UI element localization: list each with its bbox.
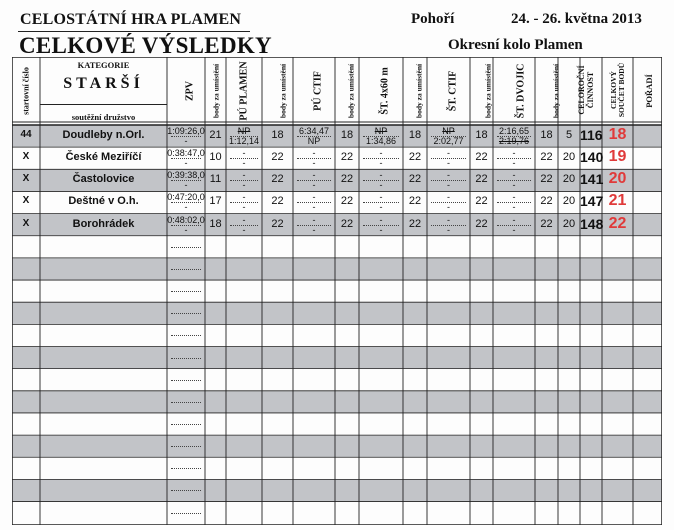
time-divider <box>297 202 331 203</box>
st-ctif-points: 22 <box>475 217 488 230</box>
rank: 21 <box>608 192 627 210</box>
col-header-zpv: ZPV <box>184 81 196 101</box>
pu-ctif-time-first: - <box>312 148 316 159</box>
start-number: X <box>22 195 30 207</box>
zpv-time-second: - <box>184 180 188 191</box>
pu-ctif-time-second: - <box>312 202 316 213</box>
pu-plamen-points: 22 <box>271 173 284 186</box>
time-divider <box>363 180 399 181</box>
time-divider <box>297 136 331 137</box>
time-divider <box>171 446 201 447</box>
celorocni-points: 20 <box>562 173 576 186</box>
st-4x60-time-second: - <box>379 202 383 213</box>
time-divider <box>171 158 201 159</box>
st-ctif-time-second: 2:02,77 <box>433 136 464 146</box>
zpv-time-first: 0:48:02,0 <box>167 214 205 225</box>
team-name: České Meziříčí <box>65 151 142 164</box>
time-divider <box>171 313 201 314</box>
zpv-points: 10 <box>209 151 222 164</box>
st-ctif-time-second: - <box>447 202 450 213</box>
pu-ctif-points: 22 <box>340 195 354 208</box>
time-divider <box>171 291 201 292</box>
total-points: 147 <box>580 193 604 210</box>
pu-ctif-time-second: - <box>312 180 316 191</box>
st-4x60-time-first: - <box>379 170 383 181</box>
st-ctif-time-first: - <box>447 192 450 203</box>
results-table <box>12 57 662 525</box>
time-divider <box>171 468 201 469</box>
time-divider <box>171 335 201 336</box>
st-dvojic-time-second: - <box>512 158 516 169</box>
st-dvojic-time-first: - <box>512 192 516 203</box>
pu-plamen-time-second: - <box>242 202 246 213</box>
zpv-time-second: - <box>184 136 188 146</box>
st-ctif-points: 22 <box>475 195 488 208</box>
total-points: 140 <box>580 149 604 166</box>
col-header-st-dvojic: ŠT. DVOJIC <box>515 63 527 119</box>
row-shade <box>12 258 662 280</box>
pu-ctif-time-second: - <box>312 224 316 235</box>
st-ctif-time-second: - <box>447 158 450 169</box>
zpv-time-first: 0:39:38,0 <box>167 170 205 181</box>
team-name: Častolovice <box>72 173 135 186</box>
st-ctif-points: 22 <box>475 173 488 186</box>
st-4x60-time-first: NP <box>374 126 388 136</box>
time-divider <box>363 225 399 226</box>
col-header-st-ctif: ŠT. CTIF <box>447 70 459 112</box>
zpv-points: 21 <box>209 129 222 141</box>
pu-ctif-points: 18 <box>340 129 354 141</box>
st-dvojic-points: 22 <box>540 173 553 186</box>
zpv-points: 18 <box>209 217 222 230</box>
event-location: Pohoří <box>411 11 455 27</box>
pu-plamen-time-first: - <box>242 192 246 203</box>
time-divider <box>230 136 258 137</box>
time-divider <box>431 225 466 226</box>
st-dvojic-time-first: - <box>512 214 516 225</box>
pu-ctif-time-second: - <box>312 158 316 169</box>
pu-ctif-points: 22 <box>340 173 354 186</box>
time-divider <box>171 247 201 248</box>
pu-plamen-points: 22 <box>271 151 284 164</box>
pu-plamen-time-first: - <box>242 148 246 159</box>
col-header-team: soutěžní družstvo <box>71 112 136 122</box>
time-divider <box>171 202 201 203</box>
category-value: STARŠÍ <box>63 75 144 92</box>
time-divider <box>171 380 201 381</box>
st-ctif-points: 22 <box>475 151 488 164</box>
time-divider <box>171 513 201 514</box>
col-header-zpv-points: body za umístění <box>211 63 221 119</box>
col-header-pu-plamen-points: body za umístění <box>278 63 288 119</box>
st-4x60-points: 22 <box>408 151 422 164</box>
start-number: X <box>22 217 30 229</box>
total-points: 116 <box>580 127 603 143</box>
zpv-time-first: 1:09:26,0 <box>167 126 205 136</box>
celorocni-points: 20 <box>562 151 576 164</box>
category-label: KATEGORIE <box>77 60 130 70</box>
pu-ctif-time-first: - <box>312 192 316 203</box>
st-4x60-points: 22 <box>408 217 422 230</box>
st-dvojic-time-first: - <box>512 148 516 159</box>
pu-ctif-points: 22 <box>340 217 354 230</box>
rank: 18 <box>608 126 627 143</box>
col-header-start-number: startovní číslo <box>21 67 31 115</box>
time-divider <box>230 202 258 203</box>
col-header-pu-plamen: PÚ PLAMEN <box>238 61 250 121</box>
st-4x60-points: 22 <box>408 173 422 186</box>
time-divider <box>171 269 201 270</box>
pu-plamen-points: 22 <box>271 195 284 208</box>
competition-round: Okresní kolo Plamen <box>448 37 583 53</box>
time-divider <box>431 180 466 181</box>
start-number: X <box>22 151 30 163</box>
team-name: Borohrádek <box>72 217 135 230</box>
col-header-poradi: POŘADÍ <box>644 74 654 108</box>
rank: 19 <box>608 148 627 166</box>
row-shade <box>12 302 662 324</box>
time-divider <box>497 225 531 226</box>
category-divider <box>40 104 167 105</box>
st-4x60-time-second: - <box>379 158 383 169</box>
zpv-time-first: 0:38:47,0 <box>167 148 205 159</box>
time-divider <box>297 180 331 181</box>
start-number: X <box>22 173 30 185</box>
st-ctif-time-first: - <box>447 148 450 159</box>
total-points: 148 <box>580 215 604 232</box>
time-divider <box>230 225 258 226</box>
st-dvojic-time-second: 2:19,76 <box>498 136 530 146</box>
col-header-celorocni-text: CELOROČNÍ ČINNOST <box>577 65 595 115</box>
st-ctif-time-first: NP <box>442 126 455 136</box>
time-divider <box>497 202 531 203</box>
st-4x60-time-second: - <box>379 180 383 191</box>
pu-plamen-time-second: 1:12,14 <box>228 136 260 146</box>
st-dvojic-time-first: 2:16,65 <box>498 126 530 136</box>
st-ctif-time-second: - <box>447 180 450 191</box>
title-divider <box>18 31 250 32</box>
time-divider <box>363 158 399 159</box>
pu-ctif-time-second: NP <box>307 136 321 146</box>
time-divider <box>171 136 201 137</box>
time-divider <box>431 136 466 137</box>
zpv-time-second: - <box>184 202 188 213</box>
pu-ctif-time-first: - <box>312 214 316 225</box>
pu-plamen-time-second: - <box>242 158 246 169</box>
zpv-points: 11 <box>209 173 222 186</box>
team-name: Doudleby n.Orl. <box>62 129 145 141</box>
time-divider <box>171 490 201 491</box>
team-name: Deštné v O.h. <box>68 195 139 208</box>
table-grid <box>12 57 662 525</box>
st-dvojic-points: 18 <box>540 129 553 141</box>
st-dvojic-points: 22 <box>540 217 553 230</box>
st-dvojic-points: 22 <box>540 195 553 208</box>
col-header-celkovy-text: CELKOVÝ SOUČET BODŮ <box>609 62 626 118</box>
start-number: 44 <box>20 129 32 140</box>
col-header-pu-ctif: PÚ CTIF <box>312 71 324 111</box>
row-shade <box>12 391 662 413</box>
pu-plamen-time-first: - <box>242 170 246 181</box>
st-4x60-time-second: - <box>379 224 383 235</box>
st-4x60-time-first: - <box>379 214 383 225</box>
time-divider <box>171 225 201 226</box>
col-header-pu-ctif-points: body za umístění <box>346 63 356 119</box>
st-ctif-time-first: - <box>447 170 450 181</box>
pu-ctif-time-first: 6:34,47 <box>298 126 330 136</box>
time-divider <box>497 180 531 181</box>
time-divider <box>171 358 201 359</box>
zpv-time-second: - <box>184 224 188 235</box>
st-dvojic-time-first: - <box>512 170 516 181</box>
time-divider <box>171 180 201 181</box>
col-header-st-4x60-points: body za umístění <box>414 63 424 119</box>
st-ctif-time-second: - <box>447 224 450 235</box>
col-header-st-4x60: ŠT. 4x60 m <box>379 67 391 115</box>
celorocni-points: 20 <box>562 217 576 230</box>
time-divider <box>171 424 201 425</box>
celorocni-points: 20 <box>562 195 576 208</box>
time-divider <box>230 158 258 159</box>
pu-plamen-points: 22 <box>271 217 284 230</box>
time-divider <box>297 158 331 159</box>
celorocni-points: 5 <box>565 129 573 141</box>
row-shade <box>12 435 662 457</box>
st-4x60-time-second: 1:34,86 <box>365 136 397 146</box>
pu-plamen-time-first: - <box>242 214 246 225</box>
row-shade <box>12 347 662 369</box>
time-divider <box>297 225 331 226</box>
pu-plamen-points: 18 <box>271 129 284 141</box>
time-divider <box>363 136 399 137</box>
st-4x60-time-first: - <box>379 192 383 203</box>
time-divider <box>497 136 531 137</box>
pu-ctif-points: 22 <box>340 151 354 164</box>
st-dvojic-time-second: - <box>512 224 516 235</box>
row-shade <box>12 479 662 501</box>
document-title: CELKOVÉ VÝSLEDKY <box>19 33 272 58</box>
col-header-st-ctif-points: body za umístění <box>483 63 493 119</box>
zpv-points: 17 <box>209 195 222 208</box>
col-header-st-dvojic-points: body za umístění <box>551 63 561 119</box>
st-4x60-points: 18 <box>408 129 422 141</box>
st-dvojic-time-second: - <box>512 202 516 213</box>
st-4x60-points: 22 <box>408 195 422 208</box>
total-points: 141 <box>580 171 604 188</box>
st-dvojic-time-second: - <box>512 180 516 191</box>
pu-plamen-time-second: - <box>242 180 246 191</box>
event-dates: 24. - 26. května 2013 <box>511 11 642 27</box>
time-divider <box>497 158 531 159</box>
time-divider <box>431 202 466 203</box>
time-divider <box>363 202 399 203</box>
rank: 20 <box>608 170 627 188</box>
event-title: CELOSTÁTNÍ HRA PLAMEN <box>20 11 242 28</box>
time-divider <box>171 402 201 403</box>
st-ctif-time-first: - <box>447 214 450 225</box>
st-dvojic-points: 22 <box>540 151 553 164</box>
time-divider <box>230 180 258 181</box>
time-divider <box>431 158 466 159</box>
zpv-time-second: - <box>184 158 188 169</box>
st-ctif-points: 18 <box>475 129 488 141</box>
zpv-time-first: 0:47:20,0 <box>167 192 205 203</box>
pu-ctif-time-first: - <box>312 170 316 181</box>
pu-plamen-time-first: NP <box>237 126 251 136</box>
st-4x60-time-first: - <box>379 148 383 159</box>
pu-plamen-time-second: - <box>242 224 246 235</box>
rank: 22 <box>608 214 627 232</box>
